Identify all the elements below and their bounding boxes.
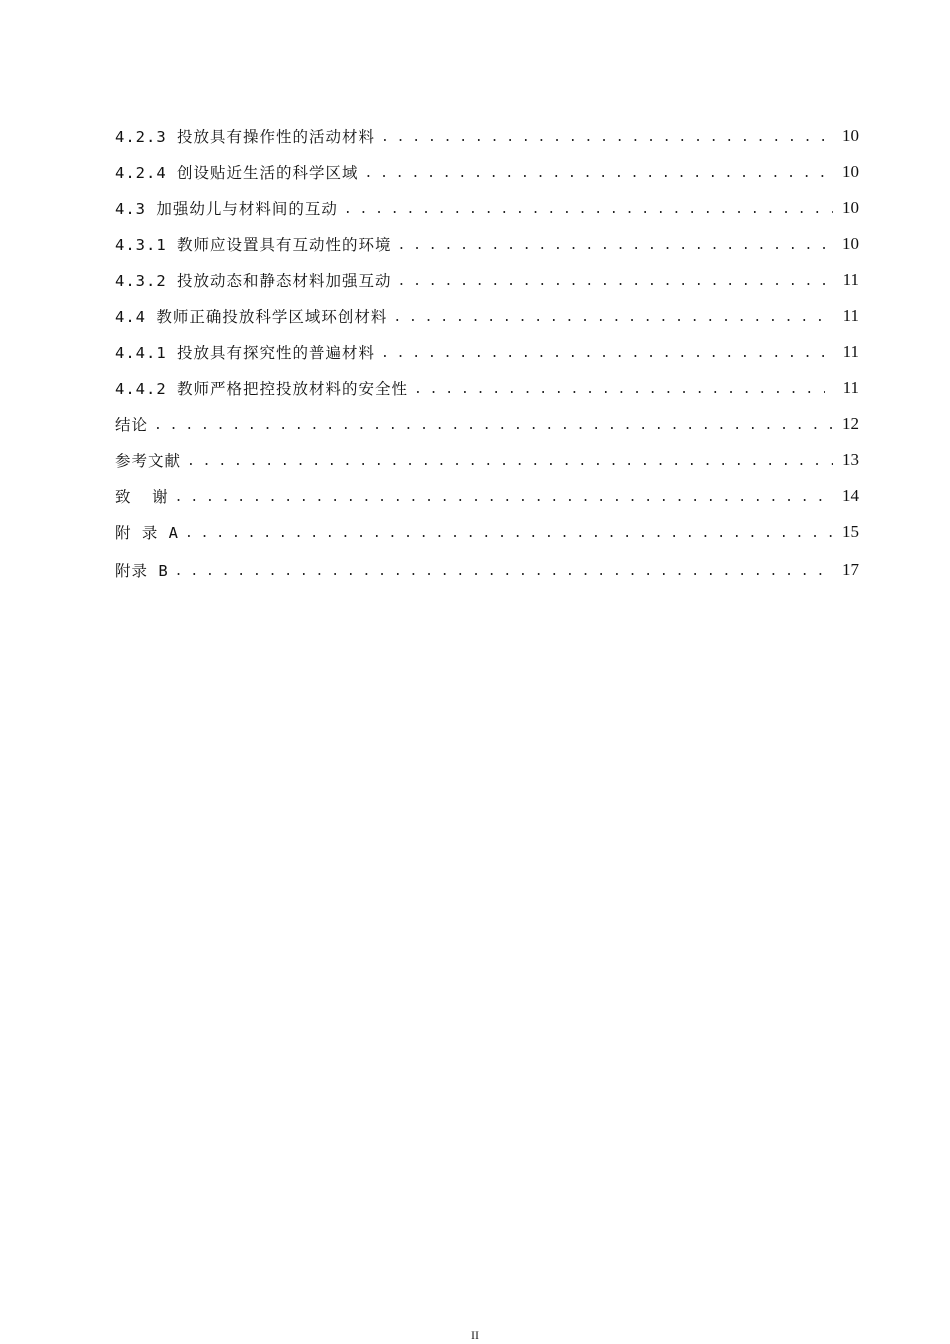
toc-leader-dots [344, 200, 833, 216]
table-of-contents [115, 118, 859, 590]
toc-entry-label: 附 录 A [115, 521, 185, 543]
toc-entry-page: 14 [842, 486, 859, 505]
toc-entry-label: 4.2.3 投放具有操作性的活动材料 [115, 125, 381, 147]
toc-entry[interactable] [115, 514, 859, 550]
toc-entry-label: 致 谢 [115, 485, 175, 507]
toc-entry-page: 11 [842, 306, 859, 325]
toc-entry-page: 10 [842, 198, 859, 217]
toc-entry-label: 4.3 加强幼儿与材料间的互动 [115, 197, 344, 219]
toc-entry-page: 13 [842, 450, 859, 469]
toc-leader-dots [381, 344, 825, 360]
toc-entry-label: 4.4.1 投放具有探究性的普遍材料 [115, 341, 381, 363]
toc-entry[interactable] [115, 226, 859, 262]
toc-entry[interactable] [115, 118, 859, 154]
toc-entry[interactable] [115, 154, 859, 190]
toc-entry-page: 10 [842, 234, 859, 253]
toc-entry-label: 4.4.2 教师严格把控投放材料的安全性 [115, 377, 414, 399]
toc-leader-dots [393, 308, 825, 324]
toc-entry-page: 15 [842, 522, 859, 541]
toc-entry[interactable] [115, 406, 859, 442]
toc-entry-label: 参考文献 [115, 449, 187, 471]
toc-entry[interactable] [115, 370, 859, 406]
toc-entry-label: 4.2.4 创设贴近生活的科学区域 [115, 161, 365, 183]
toc-leader-dots [414, 380, 825, 396]
toc-leader-dots [398, 272, 826, 288]
toc-entry[interactable] [115, 442, 859, 478]
toc-leader-dots [154, 416, 833, 432]
toc-entry-page: 10 [842, 126, 859, 145]
toc-entry-label: 4.3.2 投放动态和静态材料加强互动 [115, 269, 398, 291]
toc-entry[interactable] [115, 550, 859, 590]
toc-leader-dots [175, 562, 833, 578]
toc-entry-page: 17 [842, 560, 859, 579]
toc-entry[interactable] [115, 262, 859, 298]
toc-entry-label: 4.4 教师正确投放科学区域环创材料 [115, 305, 393, 327]
toc-leader-dots [175, 488, 833, 504]
toc-entry-label: 4.3.1 教师应设置具有互动性的环境 [115, 233, 398, 255]
toc-leader-dots [398, 236, 834, 252]
toc-leader-dots [187, 452, 833, 468]
toc-entry-label: 附录 B [115, 559, 175, 581]
toc-leader-dots [185, 524, 833, 540]
toc-leader-dots [381, 128, 833, 144]
toc-entry-label: 结论 [115, 413, 154, 435]
toc-entry-page: 11 [842, 378, 859, 397]
toc-entry-page: 10 [842, 162, 859, 181]
toc-entry-page: 12 [842, 414, 859, 433]
toc-entry[interactable] [115, 334, 859, 370]
toc-leader-dots [365, 164, 834, 180]
toc-entry[interactable] [115, 190, 859, 226]
toc-entry-page: 11 [842, 342, 859, 361]
toc-entry[interactable] [115, 298, 859, 334]
toc-entry-page: 11 [842, 270, 859, 289]
page-number-footer: II [471, 1328, 479, 1342]
toc-entry[interactable] [115, 478, 859, 514]
